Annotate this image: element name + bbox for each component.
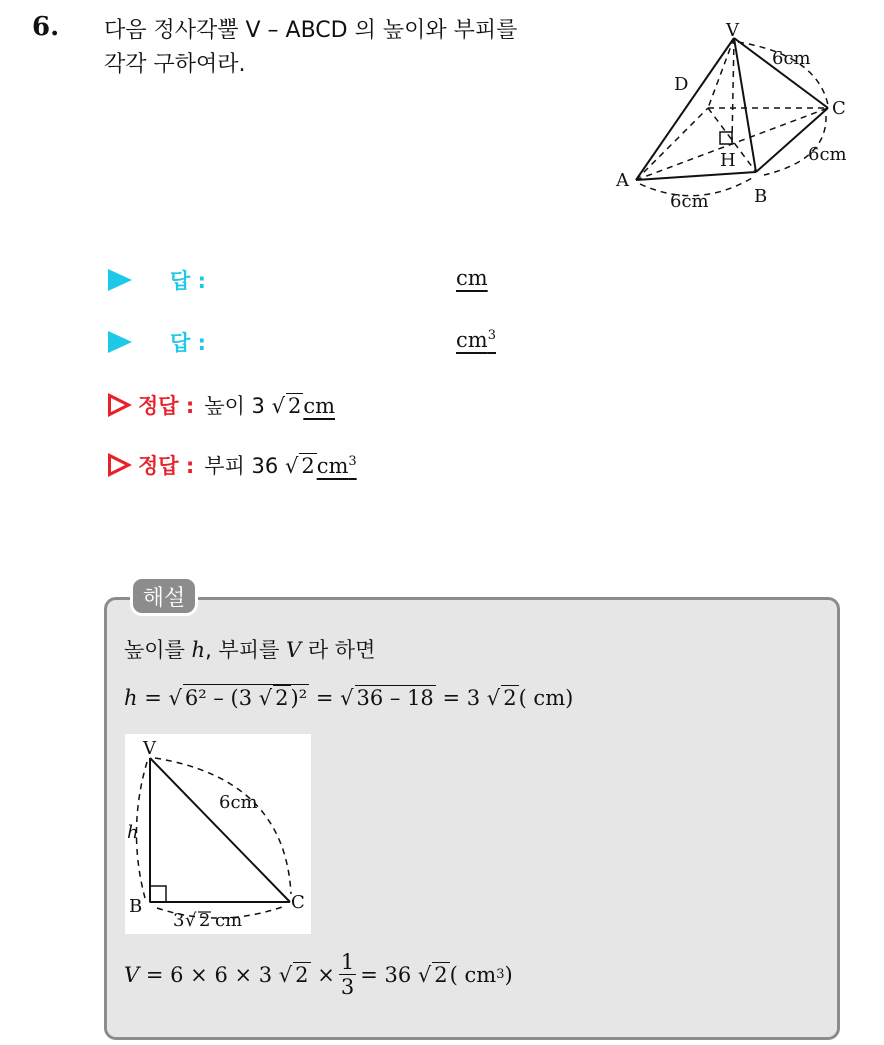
len-ab: 6cm xyxy=(670,191,709,212)
answer-row-1 xyxy=(108,264,206,296)
len-bc-pre: 3 xyxy=(173,910,185,931)
explanation-tag: 해설 xyxy=(130,576,198,616)
label-v: V xyxy=(726,20,739,41)
label-c: C xyxy=(832,98,846,119)
correct-value: 부피 36 √ $2cm^3$ xyxy=(204,454,357,478)
edge-ad xyxy=(636,108,708,180)
question-line-1: 다음 정사각뿔 V – ABCD 의 높이와 부피를 xyxy=(104,18,518,43)
outline-triangle-icon xyxy=(108,453,132,477)
correct-label: 정답 : xyxy=(138,394,195,418)
answer-label: 답 : xyxy=(170,331,206,355)
answer-unit-1: cm xyxy=(456,266,488,290)
label-a: A xyxy=(616,170,629,191)
label-h: h xyxy=(127,822,139,843)
answer-label: 답 : xyxy=(170,269,206,293)
len-bc-root: √ xyxy=(185,910,197,931)
question-number: 6. xyxy=(32,12,60,42)
edge-vb xyxy=(734,38,756,172)
label-b: B xyxy=(754,186,768,207)
height-vh xyxy=(732,38,734,142)
edge-ab xyxy=(636,172,756,180)
explanation-line-1: 높이를 h, 부피를 V 라 하면 xyxy=(124,638,376,662)
len-bc-unit: cm xyxy=(215,910,243,931)
answer-row-2 xyxy=(108,326,206,358)
len-bc: 6cm xyxy=(808,144,847,165)
triangle-figure xyxy=(125,734,311,934)
correct-value: 높이 3 √ 2cm xyxy=(204,394,336,418)
label-v: V xyxy=(143,738,156,759)
label-c: C xyxy=(291,892,305,913)
question-line-2: 각각 구하여라. xyxy=(104,52,246,77)
label-d: D xyxy=(674,74,689,95)
len-vc: 6cm xyxy=(772,48,811,69)
len-bc-radicand: 2 xyxy=(199,910,211,931)
fraction: $\frac{1}{3}$ xyxy=(340,950,355,999)
height-equation: h = √ 6² – (3 √ 2)² = √ 36 – 18 = 3 √ 2( cm) xyxy=(124,686,574,710)
edge-vd xyxy=(708,38,734,108)
play-icon xyxy=(108,331,132,353)
correct-row-1 xyxy=(108,388,335,422)
pyramid-figure xyxy=(612,20,862,215)
question-text xyxy=(104,14,604,82)
label-h: H xyxy=(720,150,736,171)
outline-triangle-icon xyxy=(108,393,132,417)
play-icon xyxy=(108,269,132,291)
len-vc: 6cm xyxy=(219,792,258,813)
correct-label: 정답 : xyxy=(138,454,195,478)
label-b: B xyxy=(129,896,143,917)
correct-row-2 xyxy=(108,448,357,482)
volume-equation: V = 6 × 6 × 3 √ 2 × $\frac{1}{3}$ = 36 √ 2 ( cm 3 ) xyxy=(124,950,513,999)
answer-unit-2: $cm^3$ xyxy=(456,328,496,352)
